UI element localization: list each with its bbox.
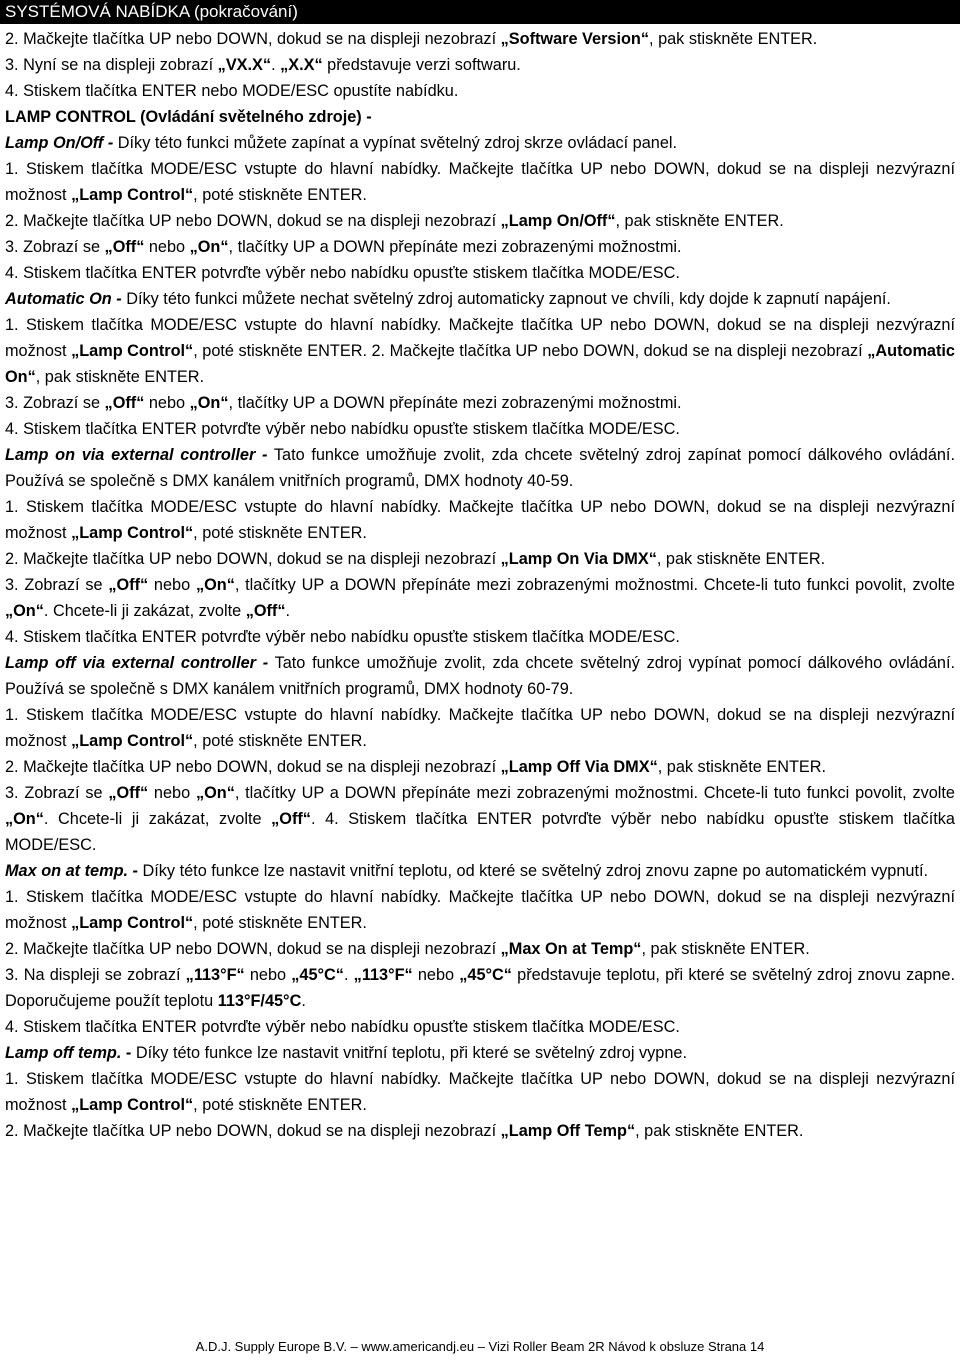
paragraph-text: 3. Na displeji se zobrazí [5,966,186,984]
paragraph-text: 2. Mačkejte tlačítka UP nebo DOWN, dokud se na displeji nezobrazí [5,212,501,230]
paragraph-text: , poté stiskněte ENTER. [193,524,367,542]
paragraph [5,884,955,936]
paragraph-text: , poté stiskněte ENTER. [193,186,367,204]
paragraph [5,26,955,52]
emphasis-text: „Off“ [108,784,149,802]
emphasis-text: „Lamp Control“ [71,342,194,360]
paragraph-text: 3. Zobrazí se [5,784,109,802]
paragraph-text: 4. Stiskem tlačítka ENTER potvrďte výběr nebo nabídku opusťte stiskem tlačítka MODE/ESC. [5,264,680,282]
emphasis-text: „Lamp Control“ [71,186,194,204]
paragraph-text: 1. Stiskem tlačítka MODE/ESC vstupte do hlavní nabídky. Mačkejte tlačítka UP nebo DOWN, dokud se na displeji nezvýrazní možnost [5,888,955,932]
paragraph-text: Díky této funkci můžete zapínat a vypínat světelný zdroj skrze ovládací panel. [113,134,678,152]
paragraph-text: nebo [144,394,190,412]
paragraph-text: 3. Zobrazí se [5,576,109,594]
paragraph-text: 4. Stiskem tlačítka ENTER nebo MODE/ESC opustíte nabídku. [5,82,459,100]
emphasis-text: „Lamp Control“ [71,914,194,932]
paragraph-text: 4. Stiskem tlačítka ENTER potvrďte výběr nebo nabídku opusťte stiskem tlačítka MODE/ESC. [5,420,680,438]
paragraph [5,624,955,650]
paragraph [5,260,955,286]
paragraph [5,234,955,260]
emphasis-text: Lamp on via external controller - [5,446,268,464]
section-header: SYSTÉMOVÁ NABÍDKA (pokračování) [0,0,960,24]
paragraph-text: 3. Nyní se na displeji zobrazí [5,56,218,74]
paragraph-text: 1. Stiskem tlačítka MODE/ESC vstupte do hlavní nabídky. Mačkejte tlačítka UP nebo DOWN, dokud se na displeji nezvýrazní možnost [5,1070,955,1114]
emphasis-text: „Lamp Control“ [71,732,194,750]
emphasis-text: „Lamp Off Temp“ [500,1122,636,1140]
paragraph-text: Díky této funkce lze nastavit vnitřní teplotu, při které se světelný zdroj vypne. [131,1044,687,1062]
paragraph-text: 4. Stiskem tlačítka ENTER potvrďte výběr nebo nabídku opusťte stiskem tlačítka MODE/ESC. [5,628,680,646]
emphasis-text: „45°C“ [459,966,512,984]
emphasis-text: „VX.X“ [217,56,272,74]
paragraph [5,858,955,884]
paragraph-text: . [285,602,291,620]
paragraph-text: , poté stiskněte ENTER. 2. Mačkejte tlačítka UP nebo DOWN, dokud se na displeji nezobrazí [193,342,868,360]
paragraph-text: , pak stiskněte ENTER. [635,1122,804,1140]
emphasis-text: „On“ [189,394,229,412]
paragraph-text: , pak stiskněte ENTER. [35,368,205,386]
paragraph [5,936,955,962]
paragraph [5,78,955,104]
emphasis-text: „Lamp Control“ [71,524,194,542]
paragraph [5,390,955,416]
paragraph-text: . 4. Stiskem tlačítka ENTER potvrďte výběr nebo nabídku opusťte stiskem tlačítka MODE/ESC. [5,810,955,854]
paragraph [5,130,955,156]
emphasis-text: „Automatic On“ [5,342,955,386]
paragraph-text: . Chcete-li ji zakázat, zvolte [43,602,246,620]
paragraph [5,546,955,572]
paragraph-text: nebo [244,966,292,984]
paragraph-text: . [271,56,281,74]
emphasis-text: „On“ [5,602,44,620]
paragraph-text: , pak stiskněte ENTER. [657,758,827,776]
paragraph-text: , tlačítky UP a DOWN přepínáte mezi zobrazenými možnostmi. [228,238,682,256]
paragraph-text: 2. Mačkejte tlačítka UP nebo DOWN, dokud se na displeji nezobrazí [5,940,501,958]
paragraph-text: 2. Mačkejte tlačítka UP nebo DOWN, dokud se na displeji nezobrazí [5,30,501,48]
emphasis-text: „X.X“ [280,56,323,74]
emphasis-text: „Lamp Off Via DMX“ [500,758,658,776]
paragraph [5,1066,955,1118]
emphasis-text: „Lamp Control“ [71,1096,194,1114]
emphasis-text: „113°F“ [353,966,413,984]
paragraph-text: , poté stiskněte ENTER. [193,914,367,932]
paragraph-text: , tlačítky UP a DOWN přepínáte mezi zobrazenými možnostmi. Chcete-li tuto funkci povolit, zvolte [234,576,955,594]
paragraph-text: . [301,992,306,1010]
emphasis-text: „On“ [5,810,44,828]
paragraph-text: nebo [148,784,196,802]
emphasis-text: Max on at temp. - [5,862,138,880]
paragraph-text: , poté stiskněte ENTER. [193,1096,367,1114]
paragraph-text: 4. Stiskem tlačítka ENTER potvrďte výběr nebo nabídku opusťte stiskem tlačítka MODE/ESC. [5,1018,680,1036]
paragraph-text: představuje verzi softwaru. [322,56,521,74]
paragraph-text: 2. Mačkejte tlačítka UP nebo DOWN, dokud se na displeji nezobrazí [5,550,501,568]
paragraph-text: 1. Stiskem tlačítka MODE/ESC vstupte do hlavní nabídky. Mačkejte tlačítka UP nebo DOWN, dokud se na displeji nezvýrazní možnost [5,498,955,542]
paragraph [5,702,955,754]
paragraph [5,650,955,702]
paragraph-text: Díky této funkce lze nastavit vnitřní teplotu, od které se světelný zdroj znovu zapne po automatickém vypnutí. [137,862,929,880]
paragraph-text: 2. Mačkejte tlačítka UP nebo DOWN, dokud se na displeji nezobrazí [5,758,501,776]
emphasis-text: Lamp off via external controller - [5,654,269,672]
paragraph-text: 3. Zobrazí se [5,394,105,412]
emphasis-text: „113°F“ [185,966,245,984]
emphasis-text: „Off“ [271,810,311,828]
paragraph [5,1040,955,1066]
paragraph [5,442,955,494]
paragraph-text: představuje teplotu, při které se světelný zdroj znovu zapne. Doporučujeme použít teplotu [5,966,955,1010]
paragraph-text: Tato funkce umožňuje zvolit, zda chcete světelný zdroj vypínat pomocí dálkového ovládání. Používá se společně s DMX kanálem vnitřních programů, DMX hodnoty 60-79. [5,654,955,698]
paragraph-text: 1. Stiskem tlačítka MODE/ESC vstupte do hlavní nabídky. Mačkejte tlačítka UP nebo DOWN, dokud se na displeji nezvýrazní možnost [5,706,955,750]
paragraph [5,156,955,208]
paragraph [5,208,955,234]
paragraph [5,1014,955,1040]
emphasis-text: „Off“ [104,238,145,256]
paragraph-text: , tlačítky UP a DOWN přepínáte mezi zobrazenými možnostmi. [228,394,682,412]
emphasis-text: „On“ [195,576,235,594]
paragraph-text: Díky této funkci můžete nechat světelný zdroj automaticky zapnout ve chvíli, kdy dojde k zapnutí napájení. [121,290,891,308]
paragraph [5,312,955,390]
paragraph [5,962,955,1014]
paragraph-text: 2. Mačkejte tlačítka UP nebo DOWN, dokud se na displeji nezobrazí [5,1122,501,1140]
emphasis-text: 113°F/45°C [217,992,302,1010]
paragraph-text: . Chcete-li ji zakázat, zvolte [43,810,272,828]
emphasis-text: LAMP CONTROL (Ovládání světelného zdroje) - [5,108,372,126]
paragraph [5,52,955,78]
paragraph [5,780,955,858]
paragraph-text: Tato funkce umožňuje zvolit, zda chcete světelný zdroj zapínat pomocí dálkového ovládání. Používá se společně s DMX kanálem vnitřních programů, DMX hodnoty 40-59. [5,446,955,490]
emphasis-text: „On“ [195,784,235,802]
paragraph [5,754,955,780]
paragraph-text: nebo [144,238,190,256]
paragraph [5,416,955,442]
paragraph-text: , pak stiskněte ENTER. [615,212,784,230]
emphasis-text: „Off“ [245,602,286,620]
paragraph [5,286,955,312]
paragraph [5,572,955,624]
emphasis-text: „45°C“ [291,966,344,984]
paragraph-text: 1. Stiskem tlačítka MODE/ESC vstupte do hlavní nabídky. Mačkejte tlačítka UP nebo DOWN, dokud se na displeji nezvýrazní možnost [5,316,955,360]
emphasis-text: „Software Version“ [500,30,650,48]
emphasis-text: Automatic On - [5,290,122,308]
emphasis-text: „Off“ [108,576,149,594]
emphasis-text: „Lamp On Via DMX“ [500,550,657,568]
paragraph-text: 1. Stiskem tlačítka MODE/ESC vstupte do hlavní nabídky. Mačkejte tlačítka UP nebo DOWN, dokud se na displeji nezvýrazní možnost [5,160,955,204]
paragraph-text: . [343,966,354,984]
paragraph-text: nebo [148,576,196,594]
paragraph [5,1118,955,1144]
emphasis-text: „Max On at Temp“ [500,940,642,958]
paragraph-text: nebo [412,966,460,984]
paragraph-text: , tlačítky UP a DOWN přepínáte mezi zobrazenými možnostmi. Chcete-li tuto funkci povolit, zvolte [234,784,955,802]
emphasis-text: „Lamp On/Off“ [500,212,616,230]
paragraph-text: , pak stiskněte ENTER. [649,30,818,48]
page-footer: A.D.J. Supply Europe B.V. – www.americandj.eu – Vizi Roller Beam 2R Návod k obsluze Strana 14 [195,1339,765,1354]
emphasis-text: „On“ [189,238,229,256]
paragraph [5,104,955,130]
emphasis-text: „Off“ [104,394,145,412]
emphasis-text: Lamp off temp. - [5,1044,132,1062]
paragraph-text: 3. Zobrazí se [5,238,105,256]
paragraph-text: , poté stiskněte ENTER. [193,732,367,750]
paragraph-text: , pak stiskněte ENTER. [656,550,826,568]
paragraph [5,494,955,546]
paragraph-text: , pak stiskněte ENTER. [641,940,810,958]
document-body [5,26,955,1144]
emphasis-text: Lamp On/Off - [5,134,114,152]
